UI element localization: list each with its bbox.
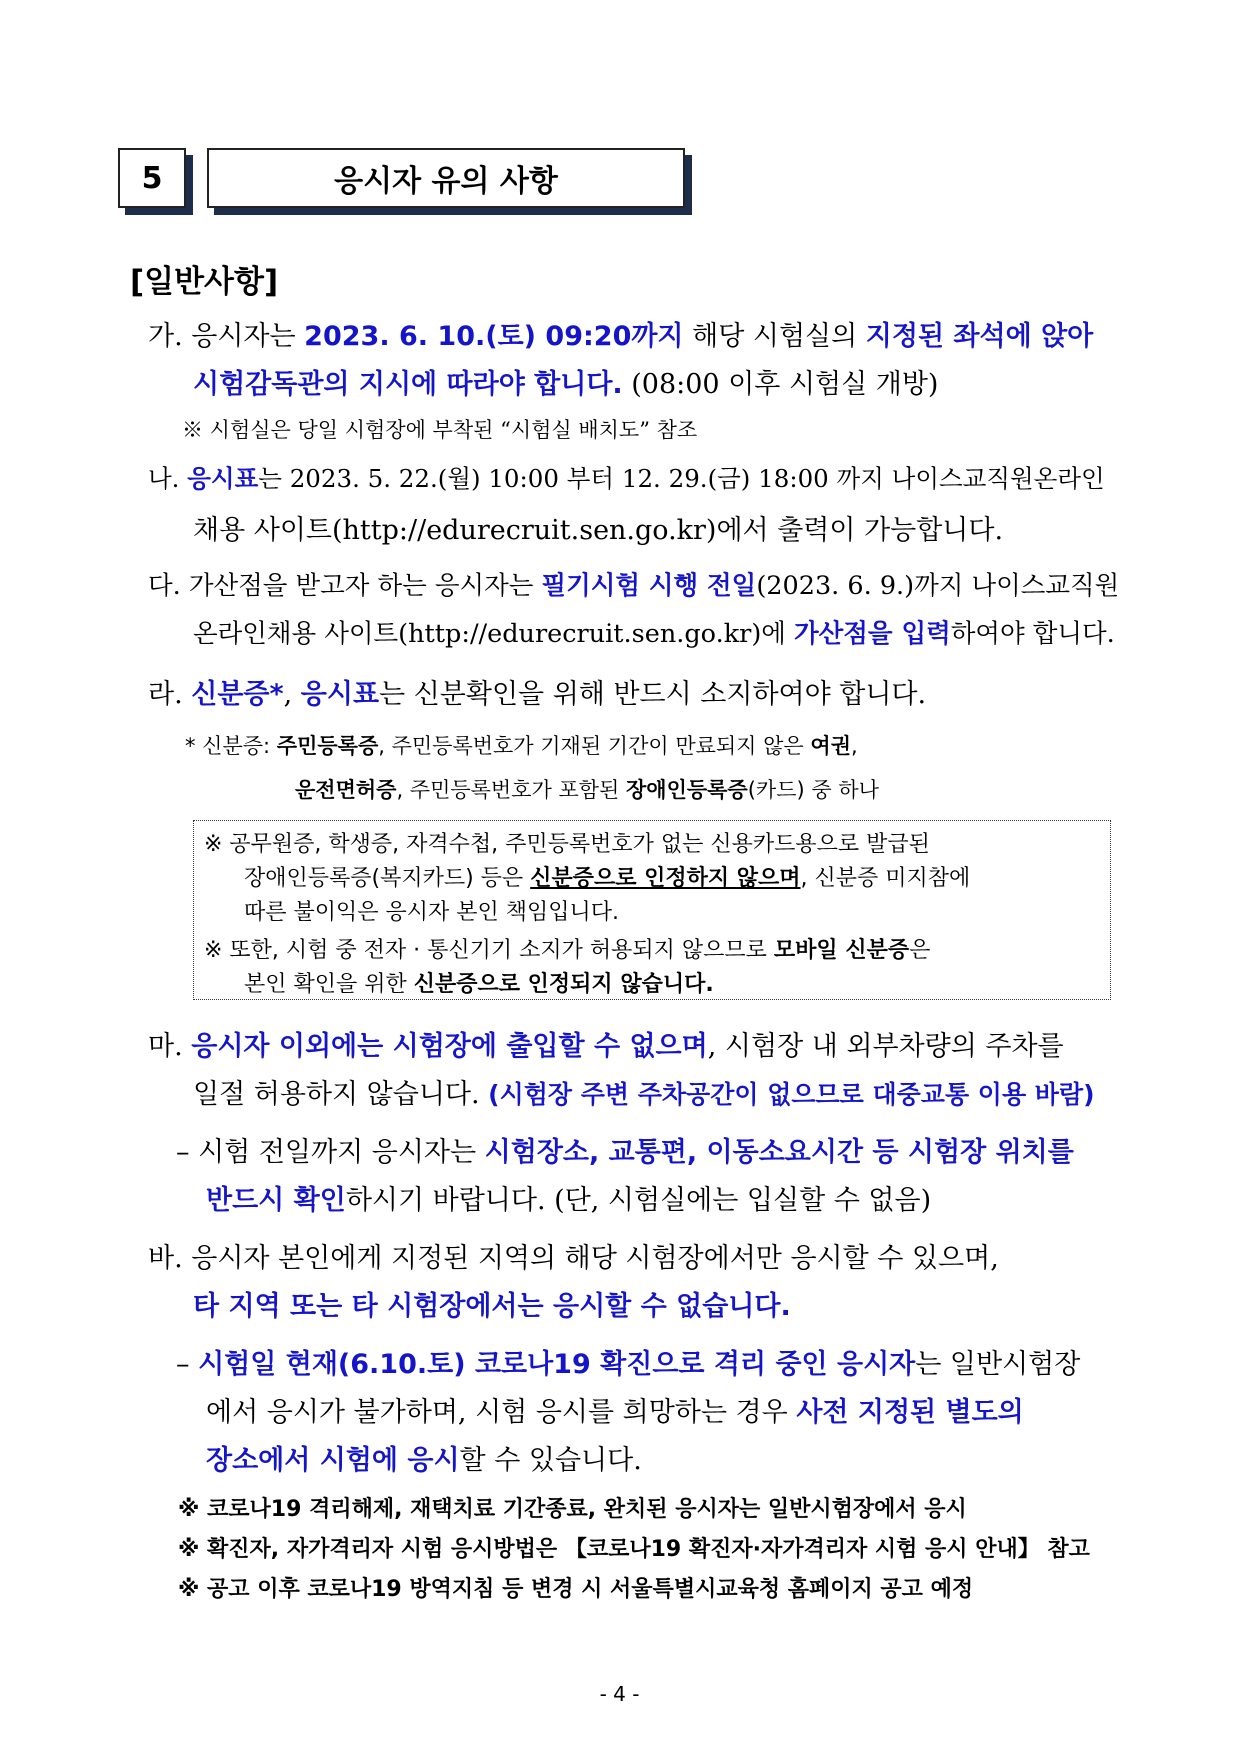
notice-2-line-1: ※ 또한, 시험 중 전자 · 통신기기 소지가 허용되지 않으므로 모바일 신분증은 [204, 938, 931, 963]
id-definition-line-2: 운전면허증, 주민등록번호가 포함된 장애인등록증(카드) 중 하나 [295, 778, 879, 802]
section-number: 5 [118, 148, 186, 208]
item-ba-sub-line-1: – 시험일 현재(6.10.토) 코로나19 확진으로 격리 중인 응시자는 일반시험장 [176, 1349, 1081, 1380]
item-ga-note: ※ 시험실은 당일 시험장에 부착된 “시험실 배치도” 참조 [182, 418, 698, 442]
id-notice-box [193, 820, 1111, 1000]
section-title: 응시자 유의 사항 [207, 148, 685, 208]
notice-1-line-1: ※ 공무원증, 학생증, 자격수첩, 주민등록번호가 없는 신용카드용으로 발급된 [204, 832, 930, 857]
covid-note-3: ※ 공고 이후 코로나19 방역지침 등 변경 시 서울특별시교육청 홈페이지 공고 예정 [178, 1577, 974, 1602]
item-ba-line-2: 타 지역 또는 타 시험장에서는 응시할 수 없습니다. [193, 1291, 791, 1322]
covid-note-2: ※ 확진자, 자가격리자 시험 응시방법은 【코로나19 확진자·자가격리자 시험 응시 안내】 참고 [178, 1537, 1090, 1562]
notice-1-line-3: 따른 불이익은 응시자 본인 책임입니다. [244, 900, 619, 925]
page-number: - 4 - [599, 1682, 640, 1706]
item-ba-sub-line-2: 에서 응시가 불가하며, 시험 응시를 희망하는 경우 사전 지정된 별도의 [206, 1397, 1024, 1428]
item-ga-line-1: 가. 응시자는 2023. 6. 10.(토) 09:20까지 해당 시험실의 지정된 좌석에 앉아 [148, 321, 1094, 352]
item-ra-line-1: 라. 신분증*, 응시표는 신분확인을 위해 반드시 소지하여야 합니다. [148, 679, 927, 710]
item-ma-sub-line-1: – 시험 전일까지 응시자는 시험장소, 교통편, 이동소요시간 등 시험장 위치를 [176, 1137, 1074, 1168]
item-ba-line-1: 바. 응시자 본인에게 지정된 지역의 해당 시험장에서만 응시할 수 있으며, [148, 1243, 999, 1274]
notice-1-line-2: 장애인등록증(복지카드) 등은 신분증으로 인정하지 않으며, 신분증 미지참에 [244, 866, 971, 891]
item-ma-line-2: 일절 허용하지 않습니다. (시험장 주변 주차공간이 없으므로 대중교통 이용 바람) [193, 1079, 1095, 1110]
item-ga-line-2: 시험감독관의 지시에 따라야 합니다. (08:00 이후 시험실 개방) [193, 369, 939, 400]
item-ba-sub-line-3: 장소에서 시험에 응시할 수 있습니다. [206, 1445, 642, 1476]
notice-2-line-2: 본인 확인을 위한 신분증으로 인정되지 않습니다. [244, 972, 714, 997]
item-na-line-2: 채용 사이트(http://edurecruit.sen.go.kr)에서 출력이 가능합니다. [193, 515, 1004, 546]
item-da-line-2: 온라인채용 사이트(http://edurecruit.sen.go.kr)에 가산점을 입력하여야 합니다. [193, 619, 1115, 649]
item-ma-sub-line-2: 반드시 확인하시기 바랍니다. (단, 시험실에는 입실할 수 없음) [206, 1185, 932, 1216]
id-definition-line-1: * 신분증: 주민등록증, 주민등록번호가 기재된 기간이 만료되지 않은 여권, [185, 734, 858, 758]
item-na-line-1: 나. 응시표는 2023. 5. 22.(월) 10:00 부터 12. 29.(금) 18:00 까지 나이스교직원온라인 [148, 464, 1105, 493]
covid-note-1: ※ 코로나19 격리해제, 재택치료 기간종료, 완치된 응시자는 일반시험장에서 응시 [178, 1497, 967, 1522]
item-da-line-1: 다. 가산점을 받고자 하는 응시자는 필기시험 시행 전일(2023. 6. 9.)까지 나이스교직원 [148, 571, 1120, 601]
item-ma-line-1: 마. 응시자 이외에는 시험장에 출입할 수 없으며, 시험장 내 외부차량의 주차를 [148, 1031, 1064, 1062]
general-heading: [일반사항] [130, 264, 279, 300]
